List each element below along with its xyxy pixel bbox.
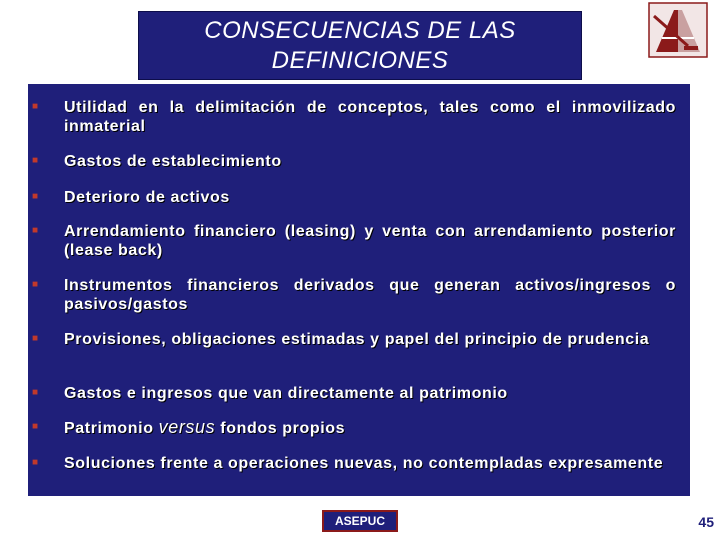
list-item-emphasis: versus bbox=[158, 417, 216, 437]
square-bullet-icon: ■ bbox=[32, 387, 39, 398]
list-item-text-part: Patrimonio bbox=[64, 420, 159, 437]
content-panel bbox=[28, 84, 690, 496]
list-item-text: Deterioro de activos bbox=[64, 189, 230, 206]
slide-title bbox=[204, 16, 515, 76]
square-bullet-icon: ■ bbox=[32, 191, 39, 202]
list-item-text: Utilidad en la delimitación de conceptos, tales como el inmovilizado inmaterial bbox=[64, 99, 676, 135]
asepuc-logo-icon bbox=[648, 2, 708, 58]
list-item-text bbox=[64, 418, 676, 438]
square-bullet-icon: ■ bbox=[32, 101, 39, 112]
slide-title-box bbox=[138, 11, 582, 80]
square-bullet-icon: ■ bbox=[32, 155, 39, 166]
asepuc-badge: ASEPUC bbox=[322, 510, 398, 532]
list-item-text-part: fondos propios bbox=[215, 420, 346, 437]
list-item-text: Soluciones frente a operaciones nuevas, no contempladas expresamente bbox=[64, 455, 664, 472]
slide-title-line1: CONSECUENCIAS DE LAS bbox=[204, 16, 516, 44]
list-item-text: Arrendamiento financiero (leasing) y venta con arrendamiento posterior (lease back) bbox=[64, 223, 676, 259]
square-bullet-icon: ■ bbox=[32, 279, 39, 290]
square-bullet-icon: ■ bbox=[32, 333, 39, 344]
square-bullet-icon: ■ bbox=[32, 457, 39, 468]
square-bullet-icon: ■ bbox=[32, 225, 39, 236]
list-item-text: Instrumentos financieros derivados que generan activos/ingresos o pasivos/gastos bbox=[64, 277, 676, 313]
square-bullet-icon: ■ bbox=[32, 421, 39, 432]
list-item-text: Gastos e ingresos que van directamente al patrimonio bbox=[64, 385, 508, 402]
list-item-text: Gastos de establecimiento bbox=[64, 153, 282, 170]
slide-title-line2: DEFINICIONES bbox=[271, 46, 449, 74]
list-item-text: Provisiones, obligaciones estimadas y papel del principio de prudencia bbox=[64, 331, 650, 348]
page-number: 45 bbox=[698, 514, 714, 530]
